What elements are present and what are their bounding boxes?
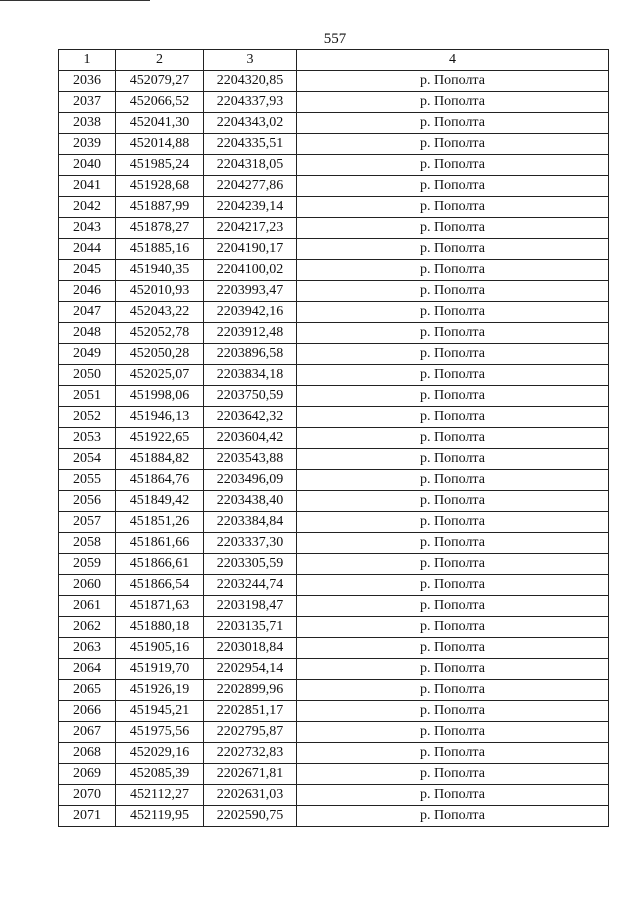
x-coordinate-cell: 452014,88 xyxy=(116,134,204,155)
table-row xyxy=(59,743,609,764)
point-number-cell: 2065 xyxy=(59,680,116,701)
x-coordinate-cell: 451878,27 xyxy=(116,218,204,239)
table-row xyxy=(59,155,609,176)
description-cell: р. Пополта xyxy=(297,701,609,722)
table-row xyxy=(59,344,609,365)
description-cell: р. Пополта xyxy=(297,323,609,344)
table-row xyxy=(59,197,609,218)
point-number-cell: 2058 xyxy=(59,533,116,554)
y-coordinate-cell: 2203438,40 xyxy=(204,491,297,512)
table-row xyxy=(59,113,609,134)
point-number-cell: 2052 xyxy=(59,407,116,428)
point-number-cell: 2036 xyxy=(59,71,116,92)
description-cell: р. Пополта xyxy=(297,92,609,113)
y-coordinate-cell: 2203896,58 xyxy=(204,344,297,365)
x-coordinate-cell: 452050,28 xyxy=(116,344,204,365)
point-number-cell: 2050 xyxy=(59,365,116,386)
x-coordinate-cell: 452041,30 xyxy=(116,113,204,134)
point-number-cell: 2044 xyxy=(59,239,116,260)
description-cell: р. Пополта xyxy=(297,155,609,176)
point-number-cell: 2057 xyxy=(59,512,116,533)
point-number-cell: 2062 xyxy=(59,617,116,638)
y-coordinate-cell: 2203912,48 xyxy=(204,323,297,344)
table-row xyxy=(59,533,609,554)
y-coordinate-cell: 2203942,16 xyxy=(204,302,297,323)
x-coordinate-cell: 451880,18 xyxy=(116,617,204,638)
y-coordinate-cell: 2202899,96 xyxy=(204,680,297,701)
y-coordinate-cell: 2204277,86 xyxy=(204,176,297,197)
x-coordinate-cell: 452066,52 xyxy=(116,92,204,113)
y-coordinate-cell: 2202954,14 xyxy=(204,659,297,680)
point-number-cell: 2066 xyxy=(59,701,116,722)
description-cell: р. Пополта xyxy=(297,449,609,470)
x-coordinate-cell: 451861,66 xyxy=(116,533,204,554)
description-cell: р. Пополта xyxy=(297,764,609,785)
x-coordinate-cell: 451885,16 xyxy=(116,239,204,260)
x-coordinate-cell: 451887,99 xyxy=(116,197,204,218)
point-number-cell: 2051 xyxy=(59,386,116,407)
x-coordinate-cell: 451985,24 xyxy=(116,155,204,176)
description-cell: р. Пополта xyxy=(297,176,609,197)
point-number-cell: 2047 xyxy=(59,302,116,323)
y-coordinate-cell: 2203604,42 xyxy=(204,428,297,449)
x-coordinate-cell: 451998,06 xyxy=(116,386,204,407)
table-row xyxy=(59,596,609,617)
table-row xyxy=(59,449,609,470)
x-coordinate-cell: 452010,93 xyxy=(116,281,204,302)
y-coordinate-cell: 2202590,75 xyxy=(204,806,297,827)
table-row xyxy=(59,386,609,407)
description-cell: р. Пополта xyxy=(297,512,609,533)
point-number-cell: 2045 xyxy=(59,260,116,281)
y-coordinate-cell: 2203337,30 xyxy=(204,533,297,554)
point-number-cell: 2068 xyxy=(59,743,116,764)
x-coordinate-cell: 451851,26 xyxy=(116,512,204,533)
y-coordinate-cell: 2204190,17 xyxy=(204,239,297,260)
x-coordinate-cell: 452112,27 xyxy=(116,785,204,806)
y-coordinate-cell: 2204239,14 xyxy=(204,197,297,218)
point-number-cell: 2059 xyxy=(59,554,116,575)
point-number-cell: 2064 xyxy=(59,659,116,680)
table-row xyxy=(59,512,609,533)
point-number-cell: 2046 xyxy=(59,281,116,302)
scan-edge-line xyxy=(0,0,150,1)
point-number-cell: 2056 xyxy=(59,491,116,512)
description-cell: р. Пополта xyxy=(297,218,609,239)
table-row xyxy=(59,785,609,806)
x-coordinate-cell: 451866,54 xyxy=(116,575,204,596)
x-coordinate-cell: 451975,56 xyxy=(116,722,204,743)
point-number-cell: 2071 xyxy=(59,806,116,827)
coordinates-table xyxy=(58,49,609,827)
table-row xyxy=(59,281,609,302)
x-coordinate-cell: 451946,13 xyxy=(116,407,204,428)
y-coordinate-cell: 2204335,51 xyxy=(204,134,297,155)
y-coordinate-cell: 2204337,93 xyxy=(204,92,297,113)
point-number-cell: 2069 xyxy=(59,764,116,785)
y-coordinate-cell: 2202671,81 xyxy=(204,764,297,785)
x-coordinate-cell: 452085,39 xyxy=(116,764,204,785)
x-coordinate-cell: 452029,16 xyxy=(116,743,204,764)
description-cell: р. Пополта xyxy=(297,365,609,386)
point-number-cell: 2054 xyxy=(59,449,116,470)
point-number-cell: 2067 xyxy=(59,722,116,743)
description-cell: р. Пополта xyxy=(297,71,609,92)
table-row xyxy=(59,659,609,680)
description-cell: р. Пополта xyxy=(297,386,609,407)
y-coordinate-cell: 2203198,47 xyxy=(204,596,297,617)
y-coordinate-cell: 2203750,59 xyxy=(204,386,297,407)
y-coordinate-cell: 2203018,84 xyxy=(204,638,297,659)
column-header: 2 xyxy=(116,50,204,71)
table-body xyxy=(59,71,609,827)
description-cell: р. Пополта xyxy=(297,113,609,134)
point-number-cell: 2041 xyxy=(59,176,116,197)
description-cell: р. Пополта xyxy=(297,575,609,596)
point-number-cell: 2048 xyxy=(59,323,116,344)
table-row xyxy=(59,554,609,575)
table-row xyxy=(59,134,609,155)
description-cell: р. Пополта xyxy=(297,134,609,155)
table-row xyxy=(59,71,609,92)
description-cell: р. Пополта xyxy=(297,533,609,554)
point-number-cell: 2040 xyxy=(59,155,116,176)
description-cell: р. Пополта xyxy=(297,743,609,764)
table-row xyxy=(59,92,609,113)
description-cell: р. Пополта xyxy=(297,260,609,281)
y-coordinate-cell: 2204343,02 xyxy=(204,113,297,134)
x-coordinate-cell: 451905,16 xyxy=(116,638,204,659)
point-number-cell: 2037 xyxy=(59,92,116,113)
description-cell: р. Пополта xyxy=(297,470,609,491)
column-header: 1 xyxy=(59,50,116,71)
description-cell: р. Пополта xyxy=(297,239,609,260)
point-number-cell: 2042 xyxy=(59,197,116,218)
x-coordinate-cell: 451926,19 xyxy=(116,680,204,701)
description-cell: р. Пополта xyxy=(297,596,609,617)
table-row xyxy=(59,470,609,491)
table-row xyxy=(59,680,609,701)
point-number-cell: 2055 xyxy=(59,470,116,491)
table-row xyxy=(59,407,609,428)
description-cell: р. Пополта xyxy=(297,680,609,701)
page-number: 557 xyxy=(323,31,347,47)
point-number-cell: 2061 xyxy=(59,596,116,617)
table-row xyxy=(59,764,609,785)
point-number-cell: 2039 xyxy=(59,134,116,155)
description-cell: р. Пополта xyxy=(297,659,609,680)
y-coordinate-cell: 2204318,05 xyxy=(204,155,297,176)
table-row xyxy=(59,722,609,743)
y-coordinate-cell: 2203642,32 xyxy=(204,407,297,428)
x-coordinate-cell: 451922,65 xyxy=(116,428,204,449)
x-coordinate-cell: 451945,21 xyxy=(116,701,204,722)
point-number-cell: 2053 xyxy=(59,428,116,449)
point-number-cell: 2038 xyxy=(59,113,116,134)
y-coordinate-cell: 2202732,83 xyxy=(204,743,297,764)
description-cell: р. Пополта xyxy=(297,428,609,449)
table-row xyxy=(59,323,609,344)
y-coordinate-cell: 2202795,87 xyxy=(204,722,297,743)
x-coordinate-cell: 451928,68 xyxy=(116,176,204,197)
description-cell: р. Пополта xyxy=(297,491,609,512)
description-cell: р. Пополта xyxy=(297,302,609,323)
column-header: 4 xyxy=(297,50,609,71)
x-coordinate-cell: 451919,70 xyxy=(116,659,204,680)
table-row xyxy=(59,239,609,260)
y-coordinate-cell: 2202631,03 xyxy=(204,785,297,806)
description-cell: р. Пополта xyxy=(297,617,609,638)
y-coordinate-cell: 2203384,84 xyxy=(204,512,297,533)
description-cell: р. Пополта xyxy=(297,806,609,827)
column-header: 3 xyxy=(204,50,297,71)
table-row xyxy=(59,617,609,638)
y-coordinate-cell: 2204100,02 xyxy=(204,260,297,281)
x-coordinate-cell: 451864,76 xyxy=(116,470,204,491)
description-cell: р. Пополта xyxy=(297,281,609,302)
y-coordinate-cell: 2203543,88 xyxy=(204,449,297,470)
point-number-cell: 2049 xyxy=(59,344,116,365)
table-row xyxy=(59,218,609,239)
point-number-cell: 2063 xyxy=(59,638,116,659)
description-cell: р. Пополта xyxy=(297,407,609,428)
y-coordinate-cell: 2203305,59 xyxy=(204,554,297,575)
x-coordinate-cell: 451884,82 xyxy=(116,449,204,470)
x-coordinate-cell: 451940,35 xyxy=(116,260,204,281)
x-coordinate-cell: 452079,27 xyxy=(116,71,204,92)
description-cell: р. Пополта xyxy=(297,785,609,806)
x-coordinate-cell: 452025,07 xyxy=(116,365,204,386)
table-row xyxy=(59,176,609,197)
table-row xyxy=(59,806,609,827)
point-number-cell: 2070 xyxy=(59,785,116,806)
table-row xyxy=(59,365,609,386)
y-coordinate-cell: 2203244,74 xyxy=(204,575,297,596)
description-cell: р. Пополта xyxy=(297,554,609,575)
table-row xyxy=(59,491,609,512)
x-coordinate-cell: 452043,22 xyxy=(116,302,204,323)
y-coordinate-cell: 2203993,47 xyxy=(204,281,297,302)
table-header-row xyxy=(59,50,609,71)
description-cell: р. Пополта xyxy=(297,722,609,743)
x-coordinate-cell: 451866,61 xyxy=(116,554,204,575)
y-coordinate-cell: 2204217,23 xyxy=(204,218,297,239)
table-row xyxy=(59,260,609,281)
table-row xyxy=(59,701,609,722)
description-cell: р. Пополта xyxy=(297,197,609,218)
y-coordinate-cell: 2203135,71 xyxy=(204,617,297,638)
x-coordinate-cell: 451849,42 xyxy=(116,491,204,512)
point-number-cell: 2043 xyxy=(59,218,116,239)
table-row xyxy=(59,428,609,449)
table-row xyxy=(59,302,609,323)
table-row xyxy=(59,575,609,596)
x-coordinate-cell: 452052,78 xyxy=(116,323,204,344)
y-coordinate-cell: 2204320,85 xyxy=(204,71,297,92)
description-cell: р. Пополта xyxy=(297,638,609,659)
x-coordinate-cell: 451871,63 xyxy=(116,596,204,617)
y-coordinate-cell: 2202851,17 xyxy=(204,701,297,722)
y-coordinate-cell: 2203496,09 xyxy=(204,470,297,491)
x-coordinate-cell: 452119,95 xyxy=(116,806,204,827)
y-coordinate-cell: 2203834,18 xyxy=(204,365,297,386)
table-row xyxy=(59,638,609,659)
description-cell: р. Пополта xyxy=(297,344,609,365)
point-number-cell: 2060 xyxy=(59,575,116,596)
